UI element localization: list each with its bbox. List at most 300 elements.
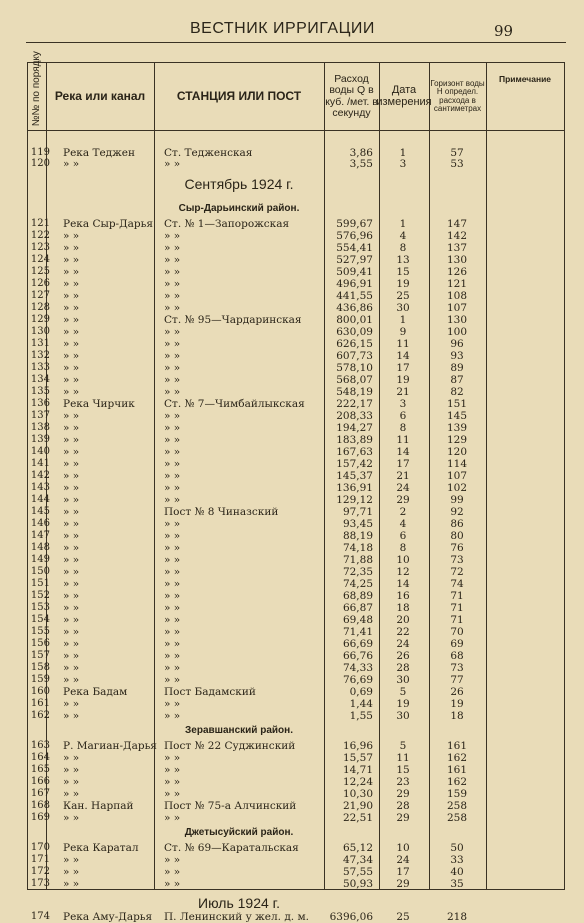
table-row [28,290,564,302]
table-row [28,614,564,626]
row-number: 151 [30,578,50,589]
date-cell: 14 [396,350,410,362]
station-cell: » » [164,554,181,566]
river-cell: » » [63,410,80,422]
row-number: 127 [30,290,50,301]
flow-cell: 76,69 [342,674,373,686]
level-cell: 120 [446,446,468,458]
river-cell: » » [63,518,80,530]
station-cell: » » [164,278,181,290]
flow-cell: 88,19 [342,530,373,542]
date-cell: 29 [396,788,410,800]
station-cell: » » [164,482,181,494]
level-cell: 218 [446,911,468,923]
flow-cell: 21,90 [342,800,373,812]
row-number: 128 [30,302,50,313]
table-row [28,752,564,764]
level-cell: 100 [446,326,468,338]
flow-cell: 496,91 [336,278,373,290]
row-number: 157 [30,650,50,661]
level-cell: 86 [450,518,464,530]
river-cell: » » [63,422,80,434]
date-cell: 14 [396,446,410,458]
station-cell: » » [164,662,181,674]
row-number: 142 [30,470,50,481]
date-cell: 24 [396,854,410,866]
level-cell: 74 [450,578,464,590]
flow-cell: 6396,06 [329,911,373,923]
section-heading: Сентябрь 1924 г. [184,176,294,192]
date-cell: 11 [396,434,410,446]
row-number: 153 [30,602,50,613]
station-cell: » » [164,422,181,434]
flow-cell: 800,01 [336,314,373,326]
date-cell: 23 [396,776,410,788]
date-cell: 28 [396,800,410,812]
row-number: 143 [30,482,50,493]
row-number: 144 [30,494,50,505]
river-cell: » » [63,530,80,542]
river-cell: Река Аму-Дарья [63,911,153,923]
table-row [28,542,564,554]
level-cell: 73 [450,554,464,566]
river-cell: Река Чирчик [63,398,135,410]
date-cell: 25 [396,290,410,302]
row-number: 137 [30,410,50,421]
flow-cell: 97,71 [342,506,373,518]
level-cell: 137 [446,242,468,254]
date-cell: 12 [396,566,410,578]
station-cell: » » [164,764,181,776]
date-cell: 5 [399,740,407,752]
station-cell: » » [164,650,181,662]
table-row [28,812,564,824]
table-row [28,374,564,386]
row-number: 145 [30,506,50,517]
level-cell: 145 [446,410,468,422]
station-cell: » » [164,614,181,626]
flow-cell: 630,09 [336,326,373,338]
date-cell: 28 [396,662,410,674]
flow-cell: 71,41 [342,626,373,638]
table-row [28,842,564,854]
table-row [28,686,564,698]
row-number: 156 [30,638,50,649]
level-cell: 50 [450,842,464,854]
station-cell: Ст. № 1—Запорожская [164,218,290,230]
flow-cell: 74,33 [342,662,373,674]
river-cell: » » [63,314,80,326]
river-cell: » » [63,470,80,482]
table-row [28,254,564,266]
level-cell: 162 [446,752,468,764]
flow-cell: 66,69 [342,638,373,650]
date-cell: 30 [396,710,410,722]
level-cell: 130 [446,254,468,266]
river-cell: » » [63,278,80,290]
table-row [28,710,564,722]
column-header-note: Примечание [498,74,552,84]
column-header-river: Река или канал [54,89,146,104]
row-number: 146 [30,518,50,529]
table-row [28,446,564,458]
row-number: 120 [30,158,50,169]
station-cell: » » [164,638,181,650]
level-cell: 92 [450,506,464,518]
level-cell: 159 [446,788,468,800]
station-cell: » » [164,788,181,800]
date-cell: 16 [396,590,410,602]
station-cell: » » [164,812,181,824]
row-number: 131 [30,338,50,349]
row-number: 140 [30,446,50,457]
station-cell: » » [164,326,181,338]
level-cell: 102 [446,482,468,494]
column-header-flow: Расход воды Q в куб. /мет. в секунду [325,73,378,119]
level-cell: 161 [446,740,468,752]
station-cell: » » [164,386,181,398]
table-row [28,911,564,923]
station-cell: » » [164,518,181,530]
page-header [0,0,584,44]
row-number: 171 [30,854,50,865]
flow-cell: 50,93 [342,878,373,890]
table-row [28,410,564,422]
station-cell: Пост № 75-а Алчинский [164,800,297,812]
level-cell: 71 [450,602,464,614]
date-cell: 20 [396,614,410,626]
river-cell: » » [63,386,80,398]
station-cell: » » [164,374,181,386]
flow-cell: 554,41 [336,242,373,254]
row-number: 132 [30,350,50,361]
table-row [28,422,564,434]
river-cell: Р. Магиан-Дарья [63,740,157,752]
date-cell: 10 [396,554,410,566]
level-cell: 162 [446,776,468,788]
river-cell: » » [63,446,80,458]
river-cell: » » [63,434,80,446]
flow-cell: 66,76 [342,650,373,662]
table-row [28,158,564,170]
station-cell: » » [164,542,181,554]
date-cell: 10 [396,842,410,854]
river-cell: » » [63,662,80,674]
table-row [28,278,564,290]
river-cell: » » [63,866,80,878]
station-cell: » » [164,530,181,542]
date-cell: 25 [396,911,410,923]
date-cell: 15 [396,266,410,278]
river-cell: » » [63,602,80,614]
table-row [28,518,564,530]
level-cell: 108 [446,290,468,302]
level-cell: 161 [446,764,468,776]
flow-cell: 72,35 [342,566,373,578]
river-cell: » » [63,266,80,278]
row-number: 166 [30,776,50,787]
date-cell: 3 [399,158,407,170]
flow-cell: 576,96 [336,230,373,242]
table-row [28,326,564,338]
flow-cell: 16,96 [342,740,373,752]
station-cell: » » [164,590,181,602]
flow-cell: 222,17 [336,398,373,410]
data-table [27,51,565,923]
river-cell: Река Теджен [63,147,135,159]
river-cell: » » [63,710,80,722]
station-cell: » » [164,410,181,422]
river-cell: » » [63,752,80,764]
date-cell: 21 [396,470,410,482]
flow-cell: 47,34 [342,854,373,866]
row-number: 138 [30,422,50,433]
level-cell: 77 [450,674,464,686]
table-row [28,854,564,866]
river-cell: » » [63,674,80,686]
flow-cell: 65,12 [342,842,373,854]
table-row [28,230,564,242]
level-cell: 129 [446,434,468,446]
flow-cell: 0,69 [349,686,373,698]
station-cell: » » [164,230,181,242]
river-cell: Река Бадам [63,686,128,698]
level-cell: 76 [450,542,464,554]
row-number: 154 [30,614,50,625]
level-cell: 107 [446,470,468,482]
flow-cell: 548,19 [336,386,373,398]
row-number: 150 [30,566,50,577]
date-cell: 17 [396,458,410,470]
column-header-no [28,51,46,130]
table-row [28,350,564,362]
row-number: 172 [30,866,50,877]
table-row [28,800,564,812]
flow-cell: 74,18 [342,542,373,554]
table-row [28,578,564,590]
river-cell: » » [63,230,80,242]
level-cell: 71 [450,614,464,626]
row-number: 162 [30,710,50,721]
station-cell: » » [164,446,181,458]
station-cell: » » [164,158,181,170]
date-cell: 6 [399,410,407,422]
station-cell: Ст. Тедженская [164,147,253,159]
river-cell: » » [63,698,80,710]
row-number: 119 [30,147,50,158]
row-number: 130 [30,326,50,337]
flow-cell: 607,73 [336,350,373,362]
level-cell: 142 [446,230,468,242]
station-cell: Пост № 22 Суджинский [164,740,296,752]
level-cell: 57 [450,147,464,159]
row-number: 169 [30,812,50,823]
level-cell: 53 [450,158,464,170]
table-row [28,764,564,776]
river-cell: » » [63,326,80,338]
flow-cell: 157,42 [336,458,373,470]
row-number: 124 [30,254,50,265]
date-cell: 18 [396,602,410,614]
date-cell: 29 [396,878,410,890]
row-number: 123 [30,242,50,253]
table-row [28,878,564,890]
river-cell: » » [63,638,80,650]
river-cell: » » [63,482,80,494]
flow-cell: 69,48 [342,614,373,626]
flow-cell: 1,55 [349,710,373,722]
river-cell: » » [63,566,80,578]
row-number: 152 [30,590,50,601]
flow-cell: 136,91 [336,482,373,494]
river-cell: » » [63,242,80,254]
level-cell: 107 [446,302,468,314]
level-cell: 73 [450,662,464,674]
table-row [28,302,564,314]
flow-cell: 167,63 [336,446,373,458]
flow-cell: 208,33 [336,410,373,422]
river-cell: » » [63,158,80,170]
station-cell: » » [164,494,181,506]
station-cell: Ст. № 7—Чимбайлыкская [164,398,305,410]
row-number: 170 [30,842,50,853]
river-cell: » » [63,374,80,386]
station-cell: » » [164,578,181,590]
table-row [28,398,564,410]
river-cell: » » [63,578,80,590]
river-cell: » » [63,494,80,506]
flow-cell: 3,86 [349,147,373,159]
date-cell: 8 [399,242,407,254]
table-row [28,314,564,326]
station-cell: » » [164,338,181,350]
date-cell: 1 [399,314,407,326]
level-cell: 70 [450,626,464,638]
station-cell: » » [164,752,181,764]
river-cell: » » [63,290,80,302]
river-cell: » » [63,590,80,602]
flow-cell: 93,45 [342,518,373,530]
date-cell: 14 [396,578,410,590]
station-cell: » » [164,434,181,446]
river-cell: Река Каратал [63,842,139,854]
column-header-date: Дата измерения [376,83,432,108]
row-number: 148 [30,542,50,553]
river-cell: » » [63,302,80,314]
section-heading: Джетысуйский район. [184,827,294,838]
river-cell: » » [63,458,80,470]
table-row [28,626,564,638]
table-row [28,638,564,650]
date-cell: 30 [396,302,410,314]
row-number: 163 [30,740,50,751]
level-cell: 18 [450,710,464,722]
river-cell: » » [63,254,80,266]
flow-cell: 626,15 [336,338,373,350]
level-cell: 99 [450,494,464,506]
table-row [28,218,564,230]
table-row [28,866,564,878]
table-row [28,242,564,254]
section-heading: Сыр-Дарьинский район. [178,203,300,214]
river-cell: » » [63,350,80,362]
date-cell: 19 [396,278,410,290]
river-cell: » » [63,554,80,566]
station-cell: » » [164,866,181,878]
station-cell: » » [164,626,181,638]
table-row [28,776,564,788]
date-cell: 19 [396,698,410,710]
column-header-no-label: №№ по порядку [30,51,42,127]
date-cell: 2 [399,506,407,518]
row-number: 139 [30,434,50,445]
flow-cell: 183,89 [336,434,373,446]
river-cell: » » [63,812,80,824]
flow-cell: 129,12 [336,494,373,506]
table-row [28,386,564,398]
row-number: 122 [30,230,50,241]
date-cell: 15 [396,764,410,776]
station-cell: » » [164,566,181,578]
flow-cell: 194,27 [336,422,373,434]
section-heading: Зеравшанский район. [185,725,293,736]
flow-cell: 436,86 [336,302,373,314]
row-number: 141 [30,458,50,469]
station-cell: » » [164,470,181,482]
date-cell: 4 [399,518,407,530]
table-row [28,602,564,614]
table-row [28,674,564,686]
river-cell: » » [63,776,80,788]
level-cell: 151 [446,398,468,410]
river-cell: » » [63,626,80,638]
river-cell: » » [63,854,80,866]
table-row [28,362,564,374]
river-cell: » » [63,878,80,890]
table-row [28,590,564,602]
station-cell: Пост № 8 Чиназский [164,506,279,518]
table-row [28,482,564,494]
station-cell: » » [164,266,181,278]
station-cell: Ст. № 95—Чардаринская [164,314,302,326]
table-row [28,698,564,710]
row-number: 134 [30,374,50,385]
row-number: 165 [30,764,50,775]
row-number: 158 [30,662,50,673]
date-cell: 1 [399,147,407,159]
page-number: 99 [494,22,514,40]
station-cell: » » [164,302,181,314]
table-row [28,506,564,518]
flow-cell: 578,10 [336,362,373,374]
river-cell: Река Сыр-Дарья [63,218,153,230]
date-cell: 26 [396,650,410,662]
river-cell: » » [63,506,80,518]
flow-cell: 15,57 [342,752,373,764]
station-cell: » » [164,362,181,374]
date-cell: 17 [396,866,410,878]
date-cell: 11 [396,752,410,764]
level-cell: 96 [450,338,464,350]
level-cell: 258 [446,812,468,824]
date-cell: 19 [396,374,410,386]
date-cell: 29 [396,494,410,506]
row-number: 160 [30,686,50,697]
row-number: 161 [30,698,50,709]
station-cell: » » [164,674,181,686]
row-number: 167 [30,788,50,799]
row-number: 129 [30,314,50,325]
